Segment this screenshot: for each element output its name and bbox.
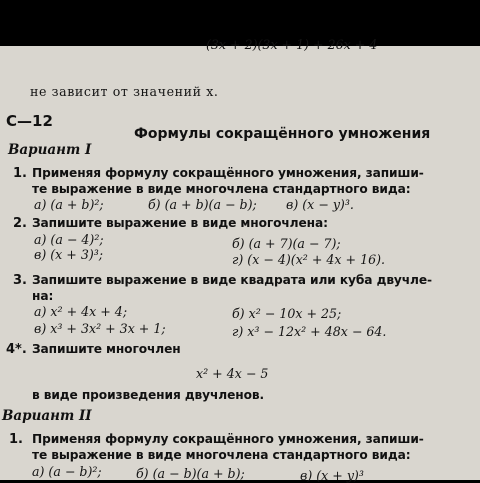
task-3-text-line-1: Запишите выражение в виде квадрата или куба двучле- bbox=[32, 273, 432, 287]
task-1-option-b: б) (a + b)(a − b); bbox=[148, 197, 257, 212]
variant-2-task-1-option-c: в) (x + y)³ bbox=[300, 468, 364, 483]
variant-1-heading: Вариант I bbox=[8, 142, 92, 158]
task-3-text-line-2: на: bbox=[32, 289, 54, 303]
task-1-option-c: в) (x − y)³. bbox=[286, 197, 354, 212]
task-2-option-b: б) (a + 7)(a − 7); bbox=[232, 236, 341, 251]
task-2-text: Запишите выражение в виде многочлена: bbox=[32, 216, 328, 230]
variant-2-task-1-text-line-1: Применяя формулу сокращённого умножения, запиши- bbox=[32, 432, 424, 446]
task-3-option-d: г) x³ − 12x² + 48x − 64. bbox=[232, 324, 387, 339]
task-3-option-b: б) x² − 10x + 25; bbox=[232, 306, 342, 321]
task-3-option-c: в) x³ + 3x² + 3x + 1; bbox=[34, 321, 166, 336]
task-4-polynomial: x² + 4x − 5 bbox=[196, 366, 269, 381]
task-4-number: 4*. bbox=[6, 342, 27, 357]
previous-task-ending: не зависит от значений x. bbox=[30, 84, 219, 99]
variant-2-task-1-number: 1. bbox=[9, 432, 23, 447]
task-2-option-d: г) (x − 4)(x² + 4x + 16). bbox=[232, 252, 386, 267]
task-2-option-c: в) (x + 3)³; bbox=[34, 247, 104, 262]
task-3-option-a: а) x² + 4x + 4; bbox=[34, 304, 128, 319]
task-1-text-line-1: Применяя формулу сокращённого умножения, запиши- bbox=[32, 166, 424, 180]
variant-2-heading: Вариант II bbox=[2, 408, 92, 424]
task-1-text-line-2: те выражение в виде многочлена стандартного вида: bbox=[32, 182, 411, 196]
variant-2-task-1-option-b: б) (a − b)(a + b); bbox=[136, 466, 245, 481]
task-2-option-a: а) (a − 4)²; bbox=[34, 232, 104, 247]
task-4-text-after: в виде произведения двучленов. bbox=[32, 388, 265, 402]
section-title: Формулы сокращённого умножения bbox=[134, 126, 431, 142]
task-1-option-a: а) (a + b)²; bbox=[34, 197, 104, 212]
variant-2-task-1-text-line-2: те выражение в виде многочлена стандартного вида: bbox=[32, 448, 411, 462]
variant-2-task-1-option-a: а) (a − b)²; bbox=[32, 464, 102, 479]
task-4-text: Запишите многочлен bbox=[32, 342, 181, 356]
textbook-page bbox=[0, 37, 480, 483]
show-through-texture bbox=[320, 106, 440, 122]
task-1-number: 1. bbox=[13, 166, 27, 181]
task-2-number: 2. bbox=[13, 216, 27, 231]
previous-task-tail: (3x + 2)(3x + 1) + 26x + 4 bbox=[206, 37, 378, 52]
section-code: С—12 bbox=[6, 112, 53, 130]
task-3-number: 3. bbox=[13, 273, 27, 288]
